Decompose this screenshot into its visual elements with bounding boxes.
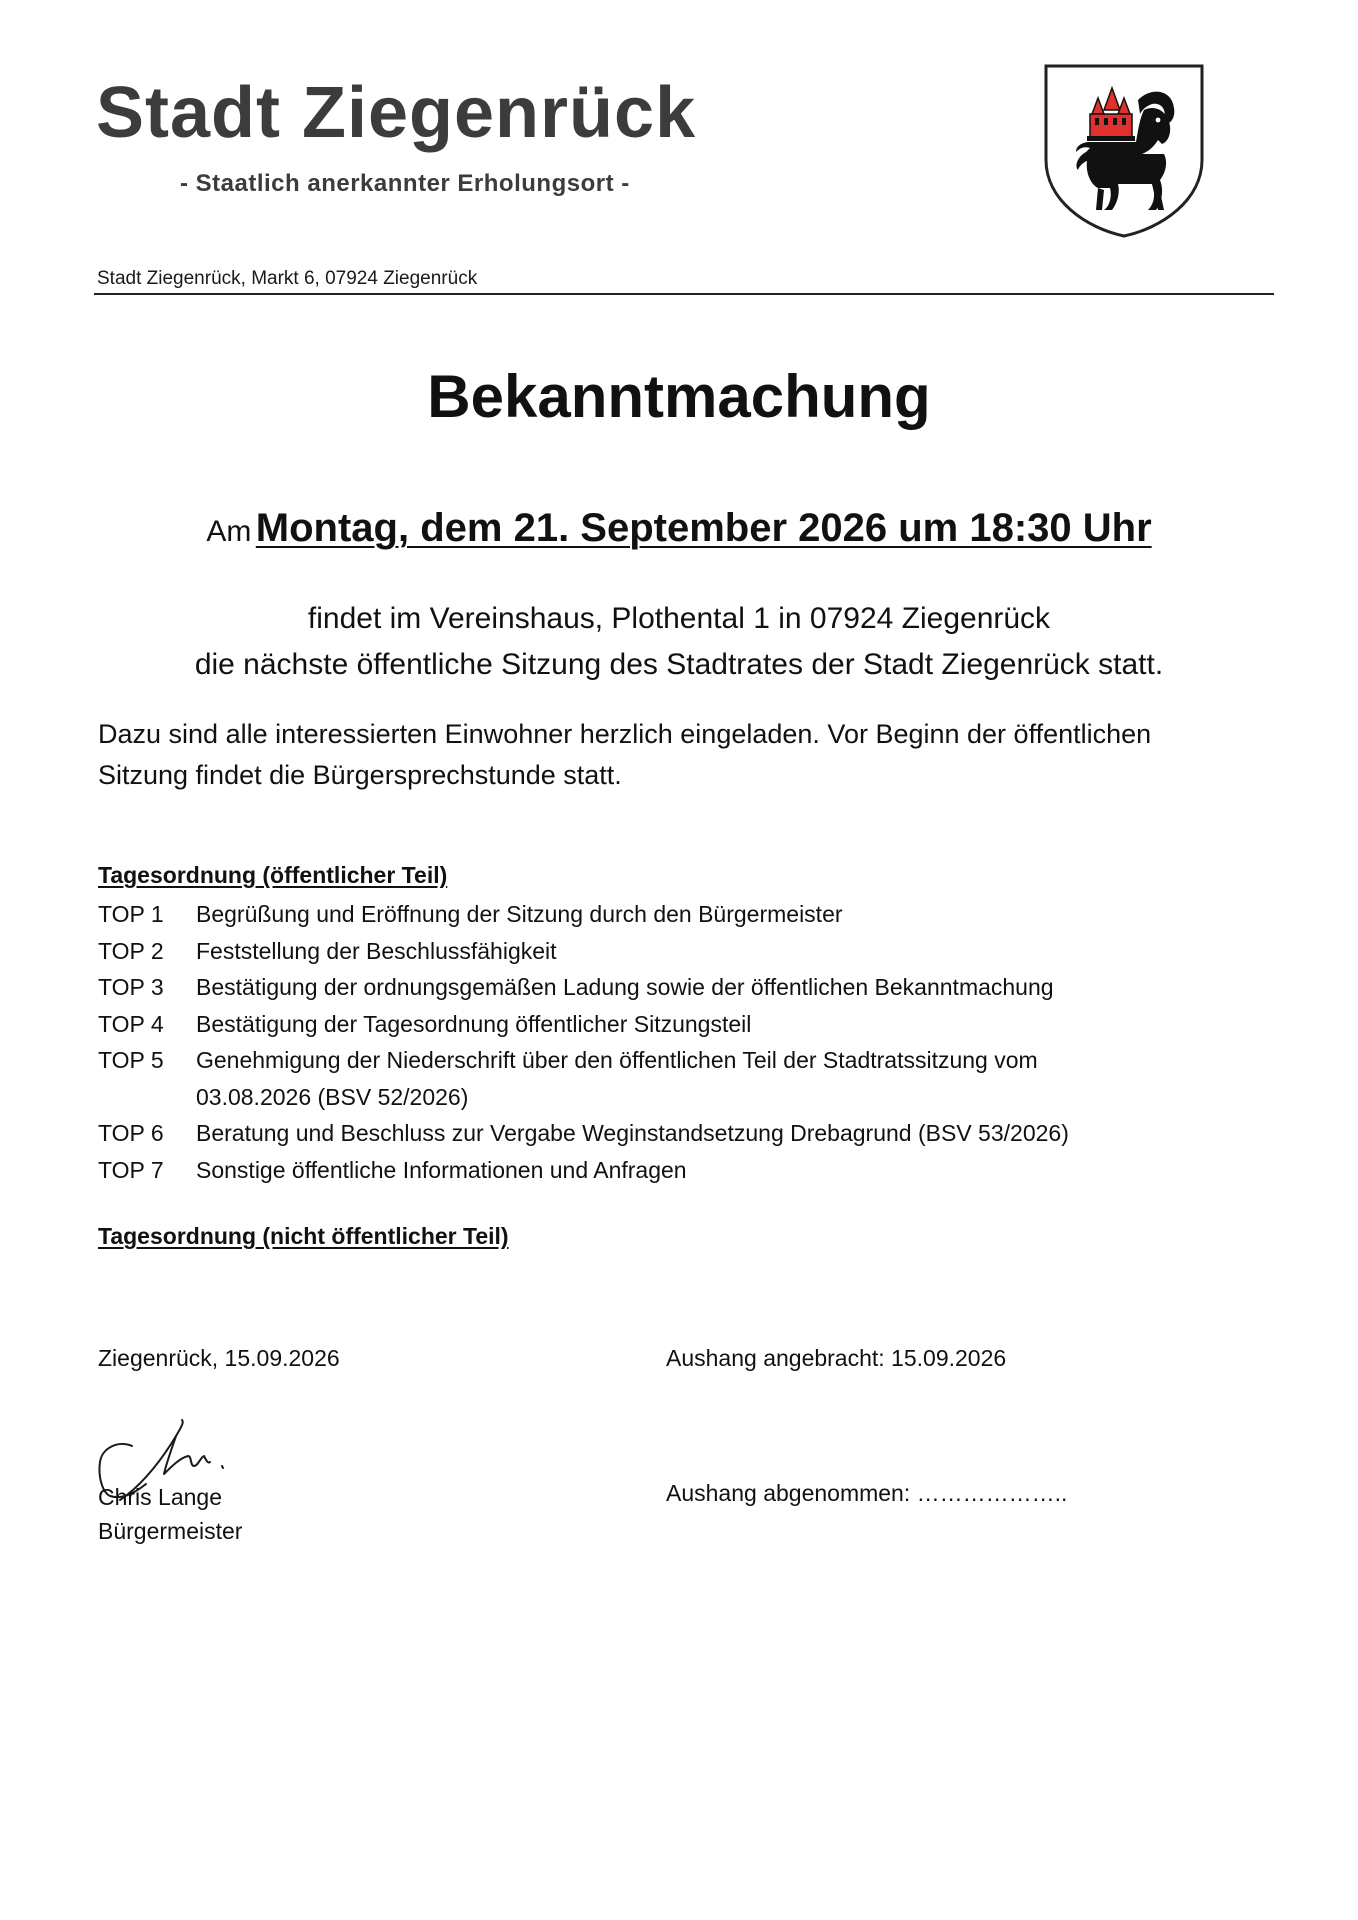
agenda-item-text: Bestätigung der Tagesordnung öffentlicher Sitzungsteil — [196, 1010, 752, 1037]
signer-role: Bürgermeister — [98, 1518, 243, 1544]
agenda-item — [98, 969, 1278, 1006]
agenda-item-number: TOP 1 — [98, 901, 164, 927]
notice-heading: Bekanntmachung — [427, 363, 931, 430]
agenda-item-text: Feststellung der Beschlussfähigkeit — [196, 937, 557, 964]
agenda-item-text — [196, 1042, 1278, 1115]
agenda-item-text: Sonstige öffentliche Informationen und Anfragen — [196, 1156, 687, 1183]
header-divider — [94, 293, 1274, 295]
date-prefix: Am — [206, 515, 252, 548]
agenda-item-number: TOP 4 — [98, 1010, 164, 1037]
meeting-venue — [0, 596, 1358, 688]
agenda-item — [98, 1042, 1278, 1115]
sender-address: Stadt Ziegenrück, Markt 6, 07924 Ziegenrück — [97, 268, 478, 289]
agenda-public-heading: Tagesordnung (öffentlicher Teil) — [98, 862, 448, 888]
agenda-item — [98, 896, 1278, 933]
signer-name: Chris Lange — [98, 1484, 223, 1510]
meeting-date: Montag, dem 21. September 2026 um 18:30 Uhr — [255, 506, 1152, 550]
place-and-date: Ziegenrück, 15.09.2026 — [98, 1345, 340, 1371]
agenda-item-number: TOP 3 — [98, 974, 164, 1000]
meeting-date-line — [0, 506, 1358, 551]
posting-date: Aushang angebracht: 15.09.2026 — [666, 1345, 1007, 1371]
agenda-item-text-line: 03.08.2026 (BSV 52/2026) — [196, 1083, 469, 1110]
agenda-item-number: TOP 2 — [98, 937, 164, 964]
town-subtitle: - Staatlich anerkannter Erholungsort - — [180, 170, 630, 197]
agenda-item-number: TOP 6 — [98, 1120, 164, 1146]
agenda-item-text: Beratung und Beschluss zur Vergabe Weginstandsetzung Drebagrund (BSV 53/2026) — [196, 1120, 1069, 1146]
town-title: Stadt Ziegenrück — [96, 73, 697, 153]
venue-line: findet im Vereinshaus, Plothental 1 in 07924 Ziegenrück — [307, 602, 1051, 635]
signer-block — [98, 1480, 242, 1548]
invitation-line: Sitzung findet die Bürgersprechstunde statt. — [98, 760, 622, 790]
agenda-item — [98, 1115, 1278, 1152]
agenda-item — [98, 1152, 1278, 1189]
agenda-item-text-line: Genehmigung der Niederschrift über den öffentlichen Teil der Stadtratssitzung vom — [196, 1047, 1038, 1073]
removal-date: Aushang abgenommen: ……………….. — [666, 1480, 1068, 1506]
goat-coat-of-arms-icon — [1040, 60, 1208, 240]
agenda-private-heading: Tagesordnung (nicht öffentlicher Teil) — [98, 1223, 509, 1249]
agenda-item-text: Bestätigung der ordnungsgemäßen Ladung sowie der öffentlichen Bekanntmachung — [196, 974, 1054, 1000]
agenda-public-list — [98, 896, 1278, 1188]
agenda-item-number: TOP 7 — [98, 1156, 164, 1183]
agenda-item-number: TOP 5 — [98, 1047, 164, 1073]
agenda-item — [98, 1006, 1278, 1043]
invitation-line: Dazu sind alle interessierten Einwohner herzlich eingeladen. Vor Beginn der öffentlichen — [98, 719, 1152, 749]
agenda-item — [98, 933, 1278, 970]
invitation-text — [98, 714, 1278, 796]
agenda-item-text: Begrüßung und Eröffnung der Sitzung durch den Bürgermeister — [196, 901, 843, 927]
venue-line: die nächste öffentliche Sitzung des Stadtrates der Stadt Ziegenrück statt. — [194, 648, 1164, 681]
